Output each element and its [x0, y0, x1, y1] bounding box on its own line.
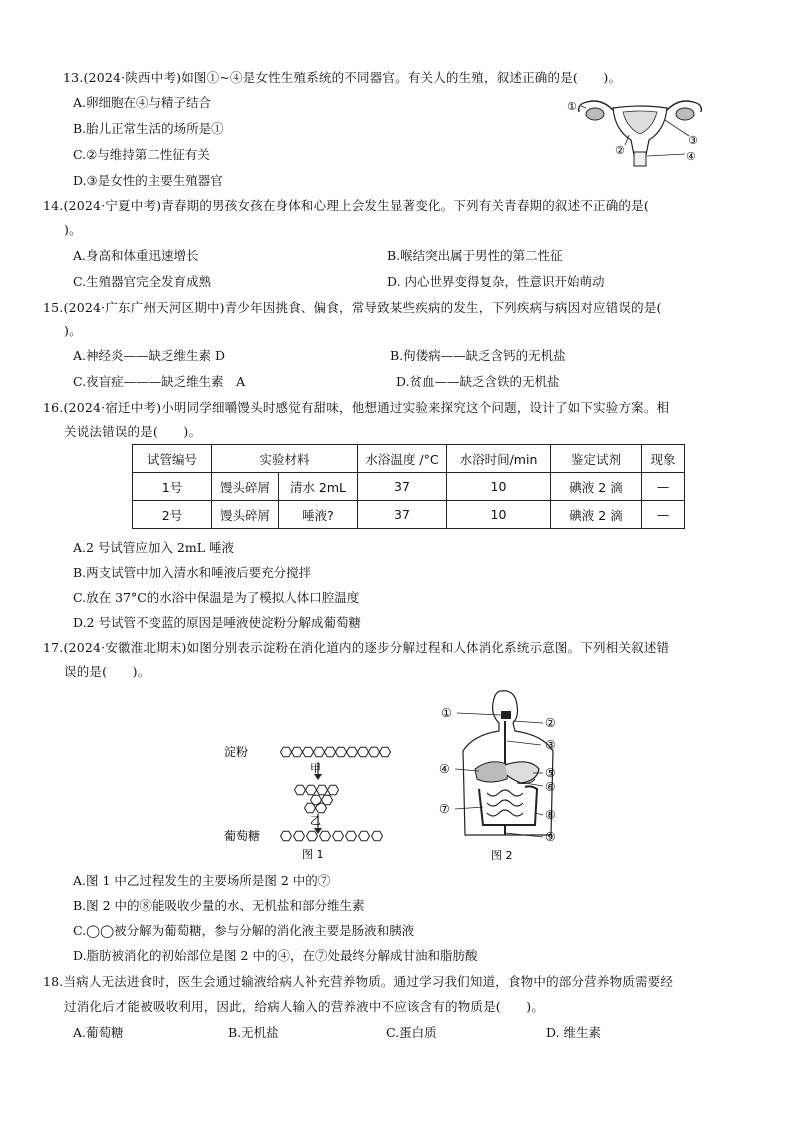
figure-2-caption: 图 2	[491, 849, 513, 862]
question-15-stem-line2: )。	[64, 323, 82, 338]
organ-label-4: ④	[439, 762, 450, 776]
glucose-unit	[372, 831, 383, 841]
glucose-unit	[333, 831, 344, 841]
question-14-stem-line2: )。	[64, 222, 82, 237]
q17-option-b: B.图 2 中的⑧能吸收少量的水、无机盐和部分维生素	[73, 898, 365, 913]
organ-label-3: ③	[545, 738, 556, 752]
glucose-unit	[317, 785, 328, 795]
question-18-stem-line2: 过消化后才能被吸收利用，因此，给病人输入的营养液中不应该含有的物质是( )。	[64, 999, 545, 1014]
digestive-system-figure	[435, 685, 575, 865]
glucose-unit	[328, 785, 339, 795]
organ-label-8: ⑧	[545, 808, 556, 822]
q13-fig-label-1: ①	[567, 100, 577, 113]
table-cell: 馒头碎屑	[212, 501, 279, 529]
glucose-unit	[281, 747, 292, 757]
glucose-unit	[294, 831, 305, 841]
q16-option-d: D.2 号试管不变蓝的原因是唾液使淀粉分解成葡萄糖	[73, 615, 361, 630]
question-16-stem-line1: 16.(2024·宿迁中考)小明同学细嚼馒头时感觉有甜味，他想通过实验来探究这个问题，设计了如下实验方案。相	[43, 400, 670, 415]
table-header: 实验材料	[212, 445, 358, 473]
table-row	[133, 501, 685, 529]
table-cell: 馒头碎屑	[212, 473, 279, 501]
glucose-unit	[303, 747, 314, 757]
female-reproductive-system-figure	[565, 90, 705, 170]
q18-option-a: A.葡萄糖	[73, 1025, 124, 1040]
glucose-unit	[347, 747, 358, 757]
q13-option-d: D.③是女性的主要生殖器官	[73, 173, 223, 188]
glucose-label: 葡萄糖	[224, 829, 261, 843]
table-cell: 2号	[133, 501, 212, 529]
glucose-unit	[307, 831, 318, 841]
starch-label: 淀粉	[224, 745, 249, 759]
table-cell: 1号	[133, 473, 212, 501]
table-cell: 10	[447, 501, 551, 529]
question-17-stem-line2: 误的是( )。	[64, 664, 151, 679]
glucose-unit	[295, 785, 306, 795]
table-cell: —	[642, 501, 685, 529]
organ-label-6: ⑥	[545, 780, 556, 794]
q16-option-c: C.放在 37°C的水浴中保温是为了模拟人体口腔温度	[73, 590, 360, 605]
table-cell: —	[642, 473, 685, 501]
table-header: 现象	[642, 445, 685, 473]
organ-label-9: ⑨	[545, 830, 556, 844]
table-cell: 碘液 2 滴	[551, 473, 642, 501]
organ-label-2: ②	[545, 716, 556, 730]
q15-option-a: A.神经炎——缺乏维生素 D	[73, 348, 225, 363]
question-18-stem-line1: 18.当病人无法进食时，医生会通过输液给病人补充营养物质。通过学习我们知道，食物中的部分营养物质需要经	[43, 974, 674, 989]
glucose-unit	[314, 747, 325, 757]
q15-option-d: D.贫血——缺乏含铁的无机盐	[396, 374, 560, 389]
q13-option-b: B.胎儿正常生活的场所是①	[73, 121, 224, 136]
q13-option-c: C.②与维持第二性征有关	[73, 147, 210, 162]
question-13-stem: 13.(2024·陕西中考)如图①~④是女性生殖系统的不同器官。有关人的生殖，叙述正确的是( )。	[63, 70, 622, 85]
table-cell: 37	[358, 473, 447, 501]
q14-option-b: B.喉结突出属于男性的第二性征	[387, 248, 563, 263]
q13-option-a: A.卵细胞在④与精子结合	[73, 95, 212, 110]
experiment-table	[132, 444, 685, 529]
q16-option-b: B.两支试管中加入清水和唾液后要充分搅拌	[73, 565, 312, 580]
glucose-unit	[369, 747, 380, 757]
glucose-unit	[325, 747, 336, 757]
q14-option-c: C.生殖器官完全发育成熟	[73, 274, 212, 289]
table-header: 水浴温度 /°C	[358, 445, 447, 473]
figure-1-caption: 图 1	[302, 848, 324, 861]
question-16-stem-line2: 关说法错误的是( )。	[64, 424, 202, 439]
q17-option-c: C.◯◯被分解为葡萄糖，参与分解的消化液主要是肠液和胰液	[73, 923, 415, 938]
table-row	[133, 473, 685, 501]
table-header: 水浴时间/min	[447, 445, 551, 473]
q15-option-c: C.夜盲症———缺乏维生素 A	[73, 374, 246, 389]
table-header: 鉴定试剂	[551, 445, 642, 473]
q16-option-a: A.2 号试管应加入 2mL 唾液	[73, 540, 234, 555]
table-cell: 10	[447, 473, 551, 501]
question-15-stem-line1: 15.(2024·广东广州天河区期中)青少年因挑食、偏食，常导致某些疾病的发生，下列疾病与病因对应错误的是(	[43, 300, 662, 315]
starch-chain	[281, 747, 391, 757]
glucose-unit	[336, 747, 347, 757]
jia-label: 甲	[310, 762, 321, 775]
glucose-unit	[380, 747, 391, 757]
q17-option-a: A.图 1 中乙过程发生的主要场所是图 2 中的⑦	[73, 873, 331, 888]
glucose-unit	[358, 747, 369, 757]
q18-option-b: B.无机盐	[228, 1025, 279, 1040]
question-14-stem-line1: 14.(2024·宁夏中考)青春期的男孩女孩在身体和心理上会发生显著变化。下列有关青春期的叙述不正确的是(	[43, 198, 649, 213]
glucose-unit	[346, 831, 357, 841]
glucose-unit	[359, 831, 370, 841]
q14-option-a: A.身高和体重迅速增长	[73, 248, 199, 263]
glucose-unit	[316, 803, 327, 813]
q15-option-b: B.佝偻病——缺乏含钙的无机盐	[390, 348, 566, 363]
maltose-group	[295, 785, 339, 813]
starch-digestion-figure	[220, 738, 400, 863]
table-cell: 唾液?	[279, 501, 358, 529]
glucose-unit	[292, 747, 303, 757]
q14-option-d: D. 内心世界变得复杂，性意识开始萌动	[387, 274, 605, 289]
q18-option-c: C.蛋白质	[386, 1025, 437, 1040]
glucose-row	[281, 831, 383, 841]
organ-label-5: ⑤	[545, 766, 556, 780]
table-header-row	[133, 445, 685, 473]
q13-fig-label-2: ②	[615, 144, 625, 157]
table-cell: 清水 2mL	[279, 473, 358, 501]
glucose-unit	[305, 803, 316, 813]
q18-option-d: D. 维生素	[546, 1025, 602, 1040]
q17-option-d: D.脂肪被消化的初始部位是图 2 中的④，在⑦处最终分解成甘油和脂肪酸	[73, 948, 478, 963]
q13-fig-label-4: ④	[686, 150, 696, 163]
yi-label: 乙	[310, 814, 321, 827]
question-17-stem-line1: 17.(2024·安徽淮北期末)如图分别表示淀粉在消化道内的逐步分解过程和人体消化系统示意图。下列相关叙述错	[43, 640, 670, 655]
organ-label-7: ⑦	[439, 802, 450, 816]
glucose-unit	[306, 785, 317, 795]
glucose-unit	[320, 831, 331, 841]
organ-label-1: ①	[441, 706, 452, 720]
table-cell: 37	[358, 501, 447, 529]
q13-fig-label-3: ③	[688, 134, 698, 147]
table-cell: 碘液 2 滴	[551, 501, 642, 529]
glucose-unit	[281, 831, 292, 841]
table-header: 试管编号	[133, 445, 212, 473]
